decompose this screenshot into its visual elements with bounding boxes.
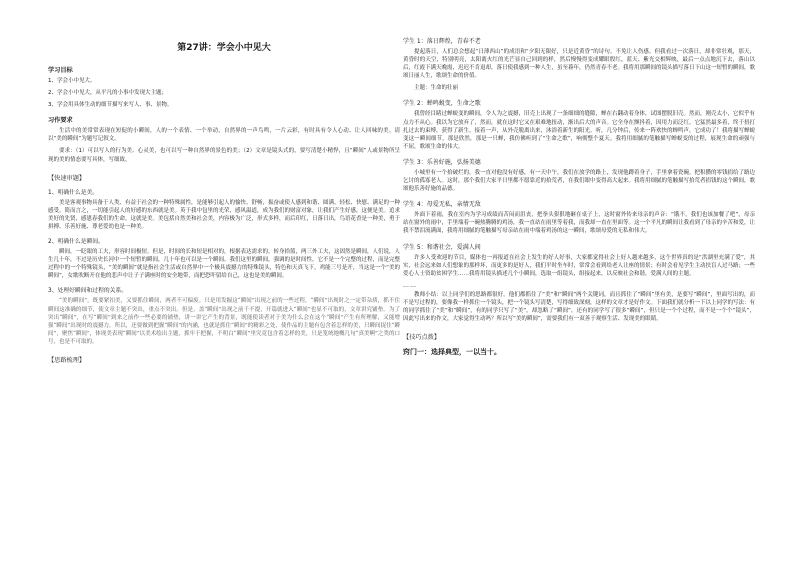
goals-heading: 学习目标 [48, 67, 73, 74]
point-heading: 3、处理好瞬间和过程的关系。 [48, 288, 128, 295]
student-heading: 学生 2：蝉鸣蜕变，生命之歌 [403, 100, 481, 108]
outline-title: 【思路梳理】 [48, 356, 86, 364]
point-text: 美是客观事物具备于人类、有益于社会的一种特殊属性，是能够引起人的愉快、舒畅，振奋或使人感到和谐、圆满、轻松、快慰、满足的一种感受。简而言之，一切能引起人的好感的东西就是美。英于我中包里的光荣，感风温道，成为我们的财富对象，让我们产生好感，这便是美。追求美好的先贤，感恩春我们的生命，这就是美。美包括自然美和社会美，内容极为广泛，形式多样，而后印红，日落日出，鸟语花香是一种美，勇于拼搏、乐善好施、尊老爱幼也是一种美。 [48, 199, 400, 230]
left-column [48, 0, 400, 562]
student-text: 外面下着雨，我在室内为学习成绩而苦闷而沮丧，把拳头狠狠地砸在桌子上，这时窗外传来母亲的声音：“饿不，我们也该加餐了吧”，母亲站在窗外的雨中，手里端着一碗热腾腾的鸡汤，我一直站在雨里等着我，而我却一直在里面等。这一个平凡的瞬间让我看到了母亲的辛苦和爱，让我不禁泪流满面，我将用细腻的笔触描写母亲站在雨中端着鸡汤的这一瞬间，歌颂母爱的无私和伟大。 [403, 212, 755, 235]
student-text: 我曾经目睹过蝉蜕变的瞬间，令人为之震撼，旧壳上出现了一条细细的缝隙，蝉在右翻动着身体，试图摆脱旧壳。然而，刚壳太小，它似乎有点力不从心。我以为它放弃了，然而，就在这时它又在艰难地扭动，渐出后大的声音。它全身在颤抖着，因用力而泛红。它猛然最多着，终于扭打扎过去的束缚，获得了新生。接着一声，从外壳脱离出来，沐浴着新生的阳光。听，几分钟后，传来一阵欢快的蝉鸣声，它成功了！我将描写蝉蜕变这一瞬间细节，那是欣然，那是一只蝉，我仿佛听到了“生命之歌”，响彻整个夏天。我将用细腻的笔触描写蝉蜕变的过程，展现生命的顽强与不屈，歌颂生命的伟大。 [403, 111, 755, 150]
tip-item: 窍门一：选择典型，一以当十。 [403, 348, 501, 357]
student-text: 提起落日，人们总会想起“日薄西山”的成语和“夕阳无限好，只是近黄昏”的诗句。不免让人伤感。但我看过一次落日，却非常壮观，那天，黄昏时的天空，特别明亮，太阳离火红的光芒显自己回到的样，然后慢慢得变成耀眼殷红，蓝天、紫光交相辉映，最后一点点地沉下去，落山以后，红霞下满天晚霞，迟迟不肯退却，落日使我感到一种人生，虽至暮年，仍然青春不老。我将用那瞬间的镜头描写落日下山这一短暂的瞬间，歌颂日丽人生，歌颂生命的价值。 [403, 49, 755, 80]
teacher-summary: 教师小结：以上同学们的思路都很好，他们都抓住了“美”和“瞬间”两个关键词，而且抓住了“瞬间”里有美，是要写“瞬间”，里面写出的，而不是写过程的，要像我一样抓住一个镜头，把一个镜头写清楚，写得细致深刻，这样的文章才是好作文。下面我们就分析一下以上同学的写法：有的同学抓住了“美”和“瞬间”，有的同学只写了“美”，却忽略了“瞬间”，还有的同学写了很多“瞬间”，但只是一个个过程，而不是一个个“镜头”，因此写出来的作文，大家觉得生动吗？所以写“美的瞬间”，需要我们有一双善于观察生活、发现美的眼睛。 [403, 291, 755, 323]
student-heading: 学生 5：和谐社会，爱满人间 [403, 243, 481, 251]
student-heading: 学生 1：落日辉煌，青春不老 [403, 38, 481, 45]
student-heading: 学生 3：乐善好施，弘扬美德 [403, 158, 481, 166]
point-text: “美的瞬间”，既要紧扣美，又要抓住瞬间，两者不可偏废。只是用发掘这“瞬间”出现之前的一些过程，“瞬间”出现时之一定带杂质，抓不住瞬间这准确的细节，使文章主题不突出，重点不突出。但是，盖“瞬间”出现之前千不提，开篇就进入“瞬间”也显不可取的，文章讲究铺垫。为了突出“瞬间”，在写“瞬间”到来之前作一些必要的铺垫，讲一讲它产生的背景，既能使读者对于美为什么会在这个“瞬间”产生有所理解，又能增强“瞬间”出现时的震撼力。所以，还要做到把握“瞬间”的内涵，也就是抓住“瞬间”的精彩之处，使作品的主题有包含着怎样的美，只瞬间捉住“瞬间”，聚焦“瞬间”，体现美表现“瞬间”以美术绘出主题，抓牢于把握，不明白“瞬间”里究竟包含着怎样的美，只是笼统地概几句“真美啊”之类的口号，也是不可取的。 [48, 298, 400, 345]
point-heading: 1、明确什么是美。 [48, 189, 99, 196]
goal-item: 2、学会小中见大，从平凡的小事中发现大主题； [48, 90, 168, 97]
goal-item: 1、学会小中见大。 [48, 78, 96, 84]
tips-title: 【技巧点拨】 [403, 334, 441, 342]
point-heading: 2、明确什么是瞬间。 [48, 239, 104, 246]
task-heading: 习作要求 [48, 117, 73, 125]
ellipsis: …… [403, 281, 417, 289]
quick-review-title: 【快速审题】 [48, 174, 86, 182]
theme-text: 主题：生命的壮丽 [414, 85, 459, 92]
student-text: 许多人受欢迎的节目，媒体也一再报道在社会上发生的好人好事，大家都觉得社会上好人越来越多，这个世界真的是“洪湖里充满了爱”，其实，社会远来如人们想象的那样坏，而更多的是好人，我们平时坐车时，常常会看到给老人让座的情景；有时会看见学生主动扶盲人过马路；一些爱心人士资助贫困学生……我将用镜头描述几个小瞬间，选取一组镜头，组接起来，以反映社会和谐，爱满人间的主题。 [403, 254, 755, 277]
task-text: 生活中的美常常表现在短促的小瞬间，人的一个表情、一个举动，自然界的一声鸟鸣，一片云彩，有时具有令人心动、让人回味的美。请以“美的瞬间”为题写记叙文。 [48, 128, 400, 143]
student-heading: 学生 4：母爱无私，亲情无敌 [403, 201, 481, 209]
requirements-text: 要求：（1）可以写人的行为美、心灵美，也可以写一种自然界的景色的美；（2）文章是镜头式的，要写清楚小精悍，且“瞬间”人或景物所呈现的美的情态要写具体，写细致。 [48, 148, 400, 163]
student-text: 小城里有一个拾破烂的，我一直对他没有好感，有一天中午，我们在放学的路上，发现他蹲着身子，手里拿着瓷碗，把积攒的零钱捐给了路边乞讨的孤寡老人。这时，那个我们大家平日里都不愿靠近的拾荒者，在我们眼中变得高大起来。我将用细腻的笔触描写拾荒者捐钱的这个瞬间，歌颂他乐善好施的品德。 [403, 169, 755, 193]
lesson-title: 第27讲：学会小中见大 [177, 43, 271, 53]
point-text: 瞬间，一眨眼的工夫，形容时间极短。但是，时间的长和短是相对的，根据表达需求的。转身拾篮，两三外工夫，这固然是瞬间，人们说，人生几十年，不过是历史长河中一个短暂的瞬间，几十年也可以是一个瞬间。我们这里的瞬间，强调的是时间性，它不是一个完整的过程，而是完整过程中的一个特殊镜头，“美的瞬间”就是指社会生活或自然界中一个极具震撼力的特殊镜头，特色和天真飞下，鸡能三号是开，当这是一个“美的瞬间”，女歌吹断开在他的悲声中让子子满座时的安全地带，而把恐吓留给自己，这也是美的瞬间。 [48, 249, 400, 280]
goal-item: 3、学会用具体生动的细节描写来写人、事、景物。 [48, 102, 173, 109]
right-column [403, 0, 755, 562]
